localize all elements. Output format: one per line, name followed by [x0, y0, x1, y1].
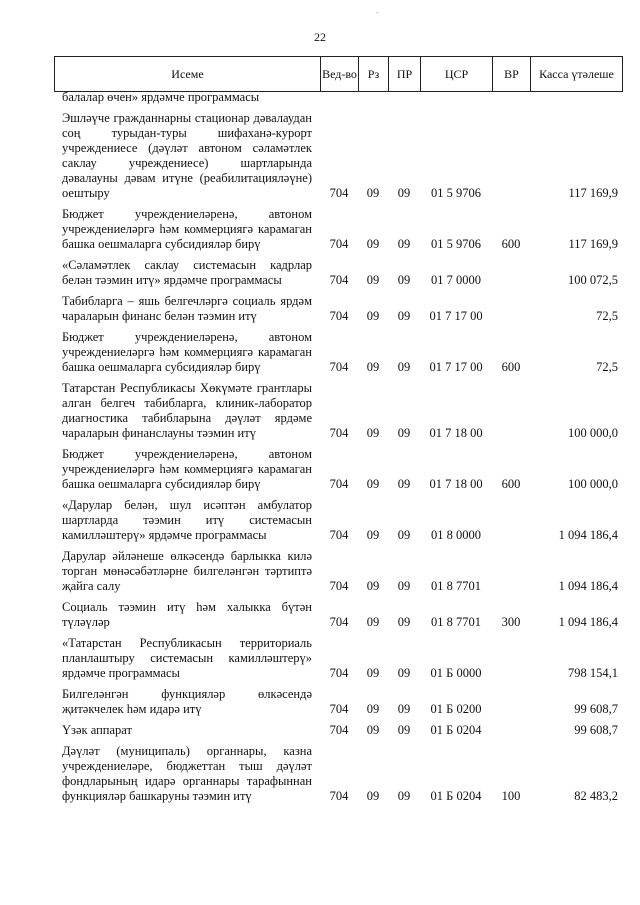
cell-vedo: 704: [329, 360, 349, 374]
cell-vedo: 704: [329, 528, 349, 542]
cell-vedo: 704: [329, 237, 349, 251]
cell-name: балалар өчен» ярдәмче программасы: [62, 90, 260, 104]
header-name: Исеме: [55, 57, 321, 92]
cell-amount: [530, 90, 622, 105]
cell-vr: 600: [501, 360, 521, 374]
cell-vedo: 704: [329, 186, 349, 200]
scan-mark: -: [376, 8, 379, 17]
cell-vr: [492, 630, 530, 681]
cell-vedo: 704: [329, 789, 349, 803]
cell-vr: [492, 90, 530, 105]
cell-name: Бюджет учреждениеләренә, автоном учреждениеләргә һәм коммерциягә карамаган башка оешмаларга субсидияләр бирү: [62, 330, 312, 374]
cell-name: Бюджет учреждениеләренә, автоном учреждениеләргә һәм коммерциягә карамаган башка оешмаларга субсидияләр бирү: [62, 447, 312, 491]
cell-amount: 82 483,2: [574, 789, 618, 803]
header-csr: ЦСР: [421, 57, 493, 92]
cell-pr: 09: [397, 237, 411, 251]
header-rz: Рз: [359, 57, 389, 92]
budget-table: [54, 90, 622, 804]
table-row: [54, 738, 622, 804]
table-row: [54, 201, 622, 252]
cell-vedo: 704: [329, 309, 349, 323]
cell-name: Дарулар әйләнеше өлкәсендә барлыкка килә торган мөнәсәбәтләрне билгеләнгән тәртиптә җайга салу: [62, 549, 312, 593]
cell-vedo: 704: [329, 579, 349, 593]
table-row: [54, 105, 622, 201]
header-vedo: Вед-во: [321, 57, 359, 92]
table-row: [54, 492, 622, 543]
cell-csr: 01 Б 0204: [430, 789, 482, 803]
cell-pr: 09: [397, 579, 411, 593]
cell-vr: [492, 252, 530, 288]
cell-pr: 09: [397, 528, 411, 542]
cell-csr: 01 8 7701: [431, 579, 481, 593]
cell-name: «Сәламәтлек саклау системасын кадрлар белән тәэмин итү» ярдәмче программасы: [62, 258, 312, 287]
cell-pr: 09: [397, 477, 411, 491]
cell-csr: [420, 90, 492, 105]
cell-rz: 09: [366, 426, 380, 440]
cell-vr: [492, 375, 530, 441]
cell-rz: 09: [366, 273, 380, 287]
cell-vr: 600: [501, 237, 521, 251]
cell-pr: [388, 90, 420, 105]
cell-amount: 100 000,0: [568, 477, 618, 491]
cell-pr: 09: [397, 360, 411, 374]
cell-name: Социаль тәэмин итү һәм халыкка бүтән түләүләр: [62, 600, 312, 629]
table-row: [54, 681, 622, 717]
cell-csr: 01 7 0000: [431, 273, 481, 287]
cell-amount: 117 169,9: [568, 186, 618, 200]
cell-name: Дәүләт (муниципаль) органнары, казна учреждениеләре, бюджеттан тыш дәүләт фондларының идарә органнары тарафыннан функцияләр башкаруны тәэмин итү: [62, 744, 312, 803]
cell-pr: 09: [397, 186, 411, 200]
cell-vr: 100: [501, 789, 521, 803]
cell-rz: 09: [366, 579, 380, 593]
cell-pr: 09: [397, 666, 411, 680]
cell-amount: 1 094 186,4: [558, 528, 618, 542]
table-row: [54, 630, 622, 681]
cell-vr: [492, 543, 530, 594]
cell-csr: 01 8 7701: [431, 615, 481, 629]
table-row: [54, 324, 622, 375]
cell-amount: 1 094 186,4: [558, 579, 618, 593]
cell-name: Үзәк аппарат: [62, 723, 132, 737]
cell-name: Эшләүче гражданнарны стационар дәвалаудан соң турыдан-туры шифаханә-курорт учреждениесе (дәүләт автоном сәламәтлек саклау учреждениесе) шартларында дәвалауны дәвам итүне (реабилитацияләүне) оештыру: [62, 111, 312, 200]
table-row: [54, 717, 622, 738]
cell-rz: 09: [366, 789, 380, 803]
cell-amount: 72,5: [596, 360, 618, 374]
table-row: [54, 594, 622, 630]
cell-name: Билгеләнгән функцияләр өлкәсендә җитәкчелек һәм идарә итү: [62, 687, 312, 716]
cell-name: Татарстан Республикасы Хөкүмәте грантлары алган белгеч табибларга, клиник-лаборатор диагностика табибларына дәүләт ярдәме чараларын финанслауны тәэмин итү: [62, 381, 312, 440]
cell-pr: 09: [397, 723, 411, 737]
cell-rz: [358, 90, 388, 105]
cell-amount: 798 154,1: [568, 666, 618, 680]
page-number: 22: [314, 30, 326, 44]
cell-pr: 09: [397, 273, 411, 287]
cell-pr: 09: [397, 309, 411, 323]
cell-amount: 100 072,5: [568, 273, 618, 287]
cell-pr: 09: [397, 789, 411, 803]
cell-rz: 09: [366, 186, 380, 200]
cell-vr: [492, 288, 530, 324]
cell-vr: 300: [501, 615, 521, 629]
cell-csr: 01 5 9706: [431, 186, 481, 200]
cell-vedo: 704: [329, 426, 349, 440]
cell-name: Бюджет учреждениеләренә, автоном учреждениеләргә һәм коммерциягә карамаган башка оешмаларга субсидияләр бирү: [62, 207, 312, 251]
table-row: [54, 288, 622, 324]
cell-csr: 01 7 17 00: [429, 309, 483, 323]
cell-vedo: 704: [329, 702, 349, 716]
cell-name: «Дарулар белән, шул исәптән амбулатор шартларда тәэмин итү системасын камилләштерү» ярдәмче программасы: [62, 498, 312, 542]
header-kassa: Касса үтәлеше: [531, 57, 623, 92]
cell-csr: 01 7 17 00: [429, 360, 483, 374]
cell-vr: [492, 105, 530, 201]
cell-csr: 01 Б 0200: [430, 702, 482, 716]
cell-vedo: 704: [329, 723, 349, 737]
cell-amount: 100 000,0: [568, 426, 618, 440]
header-vr: ВР: [493, 57, 531, 92]
cell-csr: 01 7 18 00: [429, 426, 483, 440]
cell-rz: 09: [366, 309, 380, 323]
cell-csr: 01 7 18 00: [429, 477, 483, 491]
cell-name: Табибларга – яшь белгечләргә социаль ярдәм чараларын финанс белән тәэмин итү: [62, 294, 312, 323]
cell-rz: 09: [366, 477, 380, 491]
cell-csr: 01 Б 0000: [430, 666, 482, 680]
cell-vedo: 704: [329, 615, 349, 629]
cell-vedo: [320, 90, 358, 105]
cell-amount: 1 094 186,4: [558, 615, 618, 629]
table-body: [54, 90, 622, 804]
cell-pr: 09: [397, 615, 411, 629]
cell-rz: 09: [366, 723, 380, 737]
cell-rz: 09: [366, 237, 380, 251]
table-row: [54, 375, 622, 441]
cell-amount: 99 608,7: [574, 702, 618, 716]
table-row: [54, 90, 622, 105]
cell-vr: [492, 717, 530, 738]
cell-rz: 09: [366, 666, 380, 680]
cell-pr: 09: [397, 426, 411, 440]
table-row: [54, 252, 622, 288]
cell-vedo: 704: [329, 273, 349, 287]
table-row: [54, 543, 622, 594]
cell-csr: 01 Б 0204: [430, 723, 482, 737]
table-row: [54, 441, 622, 492]
cell-vr: [492, 681, 530, 717]
cell-vedo: 704: [329, 666, 349, 680]
cell-vr: 600: [501, 477, 521, 491]
cell-rz: 09: [366, 615, 380, 629]
cell-rz: 09: [366, 702, 380, 716]
cell-name: «Татарстан Республикасын территориаль планлаштыру системасын камилләштерү» ярдәмче программасы: [62, 636, 312, 680]
cell-pr: 09: [397, 702, 411, 716]
header-pr: ПР: [389, 57, 421, 92]
cell-amount: 99 608,7: [574, 723, 618, 737]
cell-amount: 72,5: [596, 309, 618, 323]
cell-csr: 01 5 9706: [431, 237, 481, 251]
cell-amount: 117 169,9: [568, 237, 618, 251]
cell-csr: 01 8 0000: [431, 528, 481, 542]
table-header: [54, 56, 623, 92]
cell-rz: 09: [366, 360, 380, 374]
cell-rz: 09: [366, 528, 380, 542]
cell-vedo: 704: [329, 477, 349, 491]
cell-vr: [492, 492, 530, 543]
